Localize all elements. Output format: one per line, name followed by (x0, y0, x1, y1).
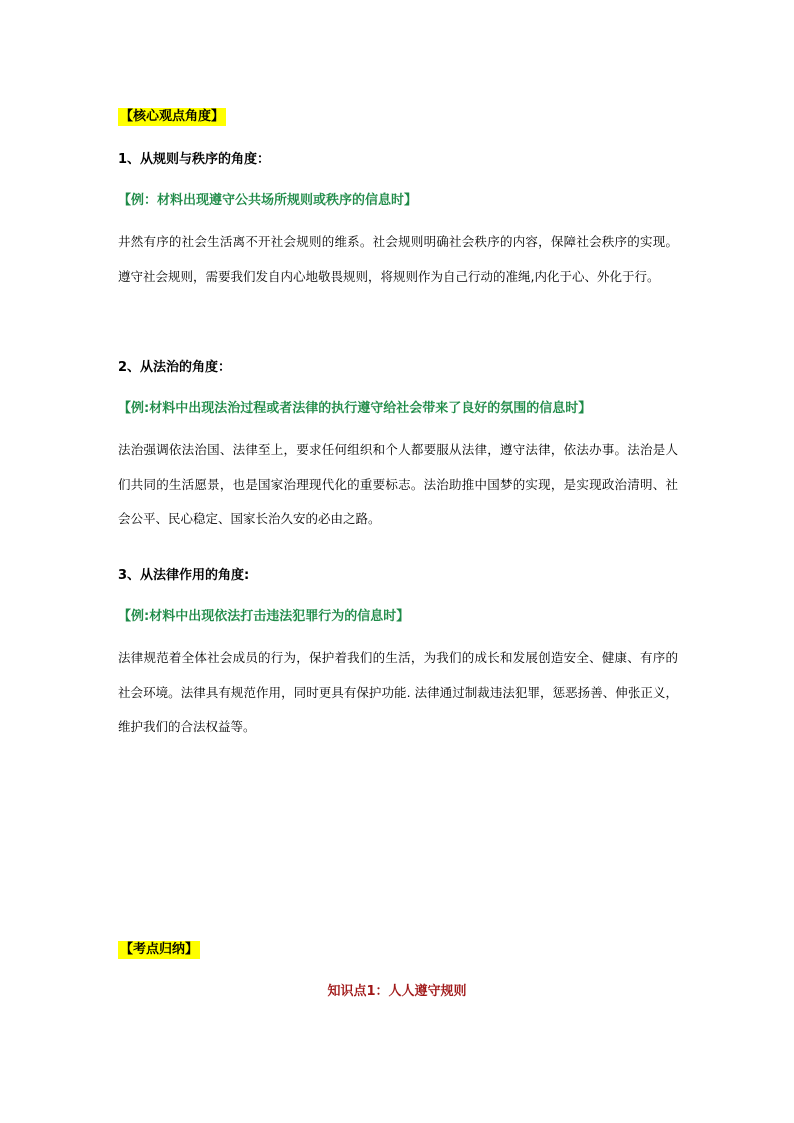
section-2-paragraph: 法治强调依法治国、法律至上，要求任何组织和个人都要服从法律，遵守法律，依法办事。法治是人们共同的生活愿景，也是国家治理现代化的重要标志。法治助推中国梦的实现，是实现政治清明、社会公平、民心稳定、国家长治久安的必由之路。 (118, 442, 678, 526)
section-2-heading: 2、从法治的角度： (118, 360, 232, 375)
section-1-example: 【例：材料出现遵守公共场所规则或秩序的信息时】 (118, 193, 418, 208)
section-3-example: 【例:材料中出现依法打击违法犯罪行为的信息时】 (118, 609, 410, 624)
section-1-heading: 1、从规则与秩序的角度： (118, 152, 271, 167)
section-1-paragraph: 井然有序的社会生活离不开社会规则的维系。社会规则明确社会秩序的内容，保障社会秩序的实现。遵守社会规则，需要我们发自内心地敬畏规则，将规则作为自己行动的准绳,内化于心、外化于行。 (118, 234, 678, 284)
section-3-heading: 3、从法律作用的角度: (118, 568, 250, 583)
section-2-example: 【例:材料中出现法治过程或者法律的执行遵守给社会带来了良好的氛围的信息时】 (118, 401, 592, 416)
section-3-paragraph: 法律规范着全体社会成员的行为，保护着我们的生活，为我们的成长和发展创造安全、健康、有序的社会环境。法律具有规范作用，同时更具有保护功能. 法律通过制裁违法犯罪，惩恶扬善、伸张正义，维护我们的合法权益等。 (118, 650, 678, 734)
exam-summary-tag: 【考点归纳】 (120, 942, 199, 957)
knowledge-point-title: 知识点1：人人遵守规则 (327, 984, 467, 999)
core-viewpoint-tag: 【核心观点角度】 (120, 109, 225, 124)
